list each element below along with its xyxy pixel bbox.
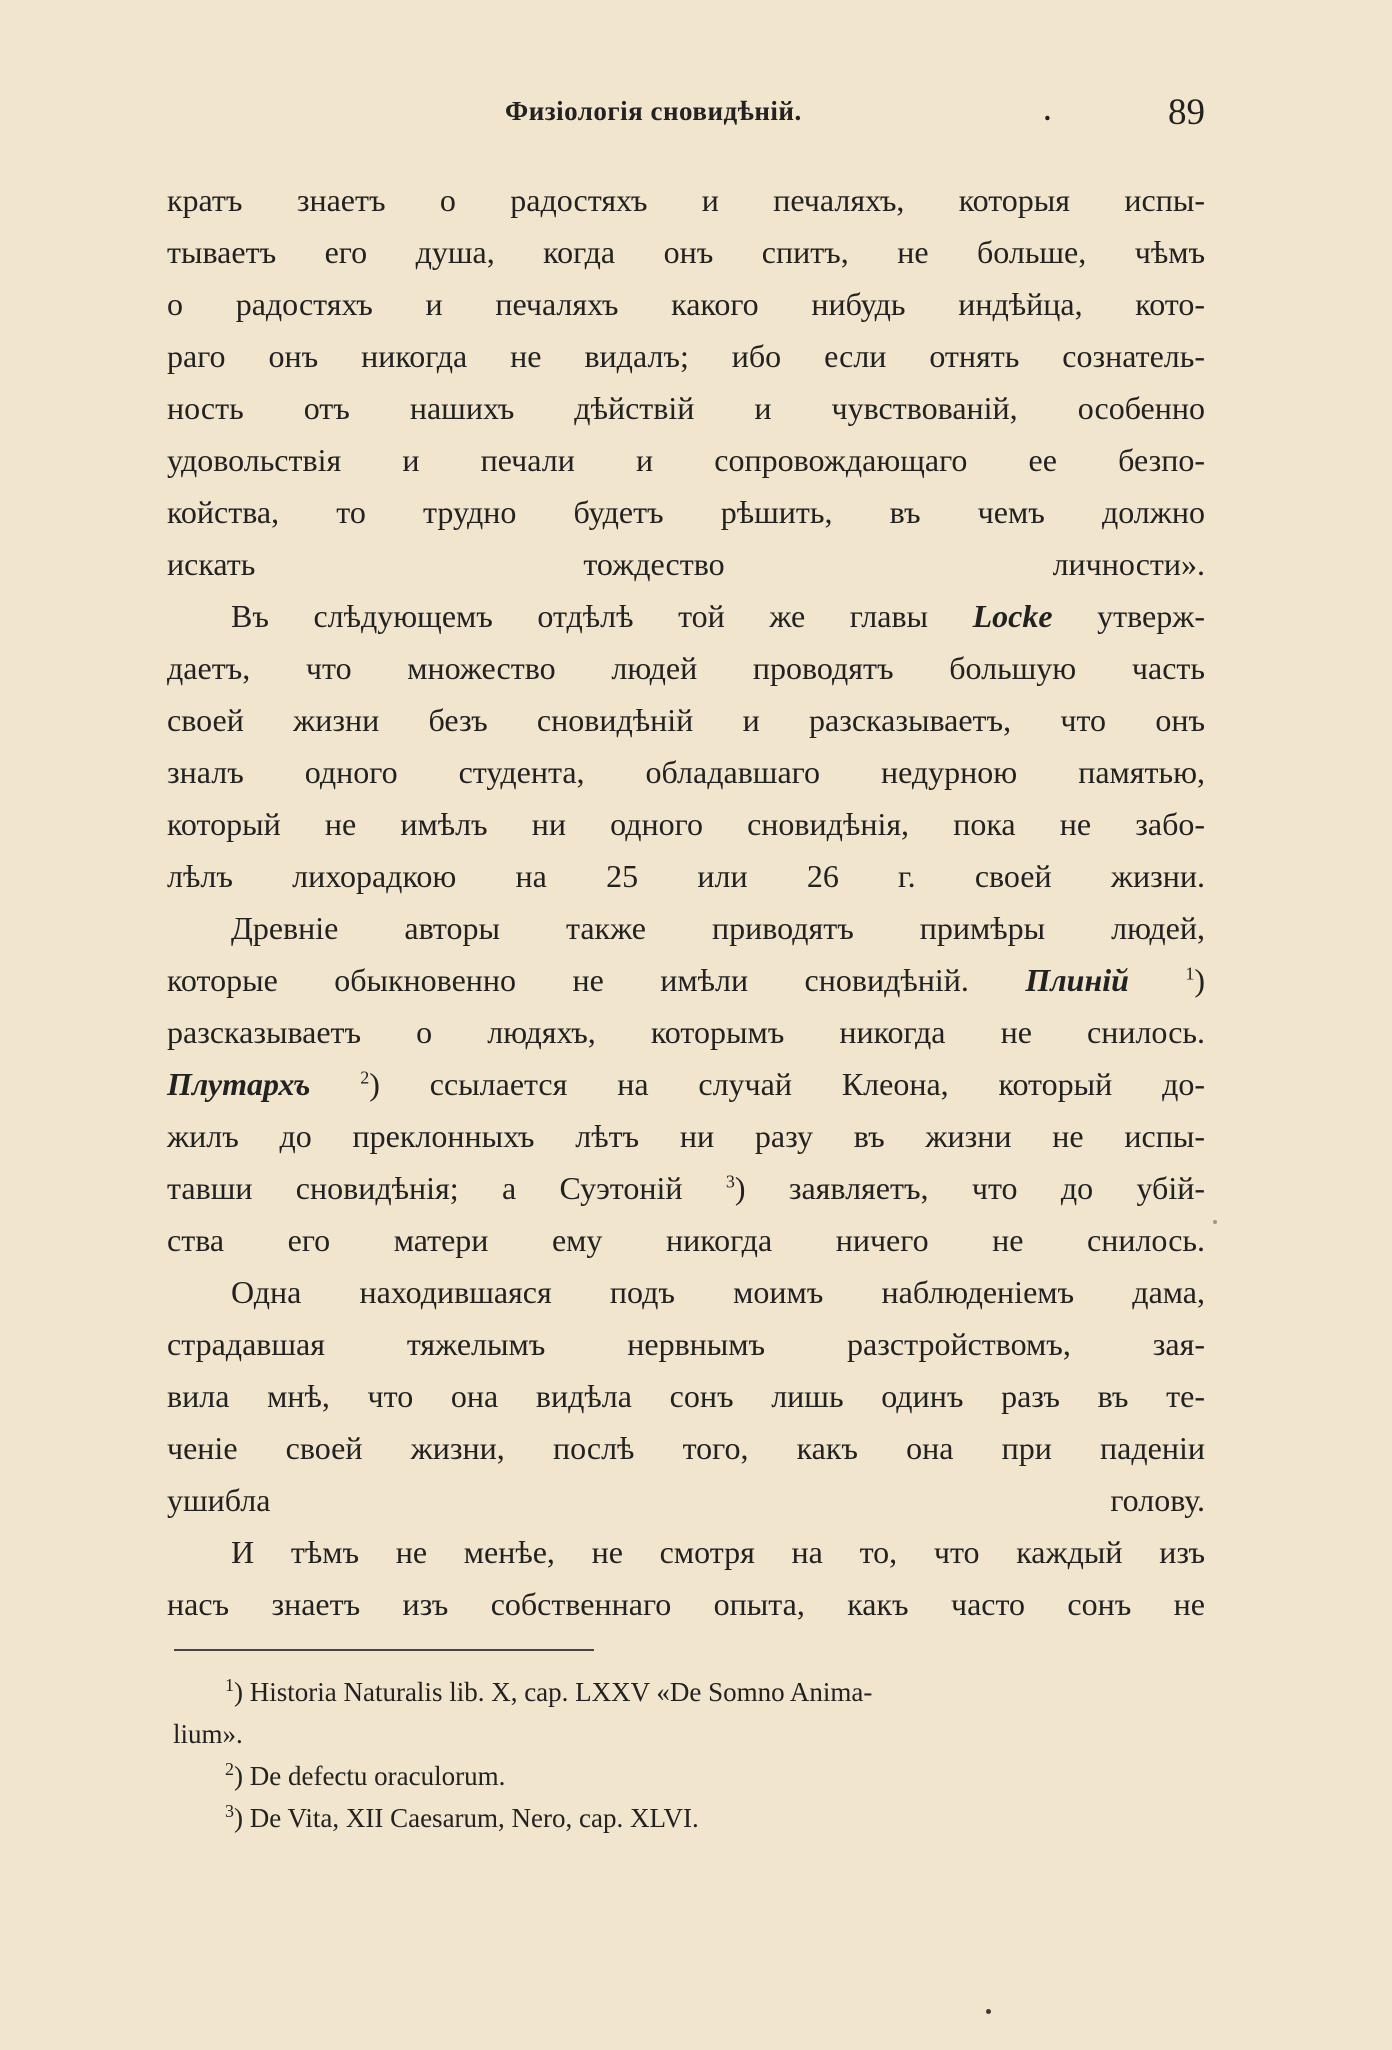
header-separator: . (1044, 96, 1051, 126)
text-line-last: ушибла голову. (167, 1482, 1205, 1518)
text-line-start: тавши сновидѣнія; а Суэтоній (167, 1170, 726, 1206)
author-name-pliny: Плиній (1025, 962, 1129, 998)
text-line-start: Въ слѣдующемъ отдѣлѣ той же главы (231, 598, 973, 634)
text-line: зналъ одного студента, обладавшаго недурною памятью, (167, 754, 1205, 790)
footnote-3 (173, 1797, 1205, 1839)
text-line: ность отъ нашихъ дѣйствій и чувствованій, особенно (167, 390, 1205, 426)
text-line: Древніе авторы также приводятъ примѣры людей, (231, 910, 1205, 946)
paper-speck (1213, 1220, 1217, 1224)
text-line: кратъ знаетъ о радостяхъ и печаляхъ, которыя испы- (167, 182, 1205, 218)
author-name-locke: Locke (972, 598, 1053, 634)
text-line-last: искать тождество личности». (167, 546, 1205, 582)
paragraph-ancient-authors (167, 902, 1205, 1266)
running-title: Физіологія сновидѣній. (505, 96, 802, 126)
footnotes (173, 1671, 1205, 1839)
text-line: вила мнѣ, что она видѣла сонъ лишь одинъ разъ въ те- (167, 1378, 1205, 1414)
text-line: койства, то трудно будетъ рѣшить, въ чемъ должно (167, 494, 1205, 530)
paragraph-locke (167, 590, 1205, 902)
footnote-marker: 3 (225, 1801, 234, 1821)
paragraph-patient (167, 1266, 1205, 1526)
footnote-1 (173, 1671, 1205, 1755)
text-line: Одна находившаяся подъ моимъ наблюденіемъ дама, (231, 1274, 1205, 1310)
text-line-last: лѣлъ лихорадкою на 25 или 26 г. своей жизни. (167, 858, 1205, 894)
footnote-line: lium». (173, 1719, 243, 1749)
text-line-end: ) ссылается на случай Клеона, который до- (369, 1066, 1206, 1102)
running-head (165, 92, 1205, 137)
paragraph-final (167, 1526, 1205, 1630)
body-text (167, 174, 1205, 1630)
text-line: тываетъ его душа, когда онъ спитъ, не больше, чѣмъ (167, 234, 1205, 270)
footnote-ref: 1 (1185, 963, 1195, 984)
footnote-ref: 2 (360, 1067, 370, 1088)
text-line: жилъ до преклонныхъ лѣтъ ни разу въ жизни не испы- (167, 1118, 1205, 1154)
text-line-end: ) заявляетъ, что до убій- (734, 1170, 1205, 1206)
text-line: раго онъ никогда не видалъ; ибо если отнять сознатель- (167, 338, 1205, 374)
footnote-marker: 1 (225, 1675, 234, 1695)
text-line: который не имѣлъ ни одного сновидѣнія, пока не забо- (167, 806, 1205, 842)
text-line: своей жизни безъ сновидѣній и разсказываетъ, что онъ (167, 702, 1205, 738)
footnote-ref: 3 (725, 1171, 735, 1192)
footnote-line: ) Historia Naturalis lib. X, cap. LXXV «De Somno Anima- (234, 1677, 873, 1707)
text-line-end: утверж- (1052, 598, 1206, 634)
footnote-2 (173, 1755, 1205, 1797)
text-line: даетъ, что множество людей проводятъ большую часть (167, 650, 1205, 686)
text-line: ченіе своей жизни, послѣ того, какъ она при паденіи (167, 1430, 1205, 1466)
footnote-marker: 2 (225, 1759, 234, 1779)
footnote-text: ) De defectu oraculorum. (234, 1761, 506, 1791)
paragraph-continuation (167, 174, 1205, 590)
footnote-text: ) De Vita, XII Caesarum, Nero, cap. XLVI. (234, 1803, 699, 1833)
text-line: страдавшая тяжелымъ нервнымъ разстройствомъ, зая- (167, 1326, 1205, 1362)
author-name-plutarch: Плутархъ (167, 1066, 311, 1102)
paper-speck (986, 2009, 991, 2014)
text-line: И тѣмъ не менѣе, не смотря на то, что каждый изъ (231, 1534, 1205, 1570)
text-line-start: которые обыкновенно не имѣли сновидѣній. (167, 962, 1026, 998)
text-line: разсказываетъ о людяхъ, которымъ никогда не снилось. (167, 1014, 1205, 1050)
text-line-last: ства его матери ему никогда ничего не снилось. (167, 1222, 1205, 1258)
text-line-end: ) (1194, 962, 1206, 998)
text-line: о радостяхъ и печаляхъ какого нибудь индѣйца, кото- (167, 286, 1205, 322)
text-line: удовольствія и печали и сопровождающаго ее безпо- (167, 442, 1205, 478)
page-number: 89 (1168, 92, 1205, 133)
footnote-divider (174, 1649, 594, 1651)
text-line: насъ знаетъ изъ собственнаго опыта, какъ часто сонъ не (167, 1586, 1205, 1622)
